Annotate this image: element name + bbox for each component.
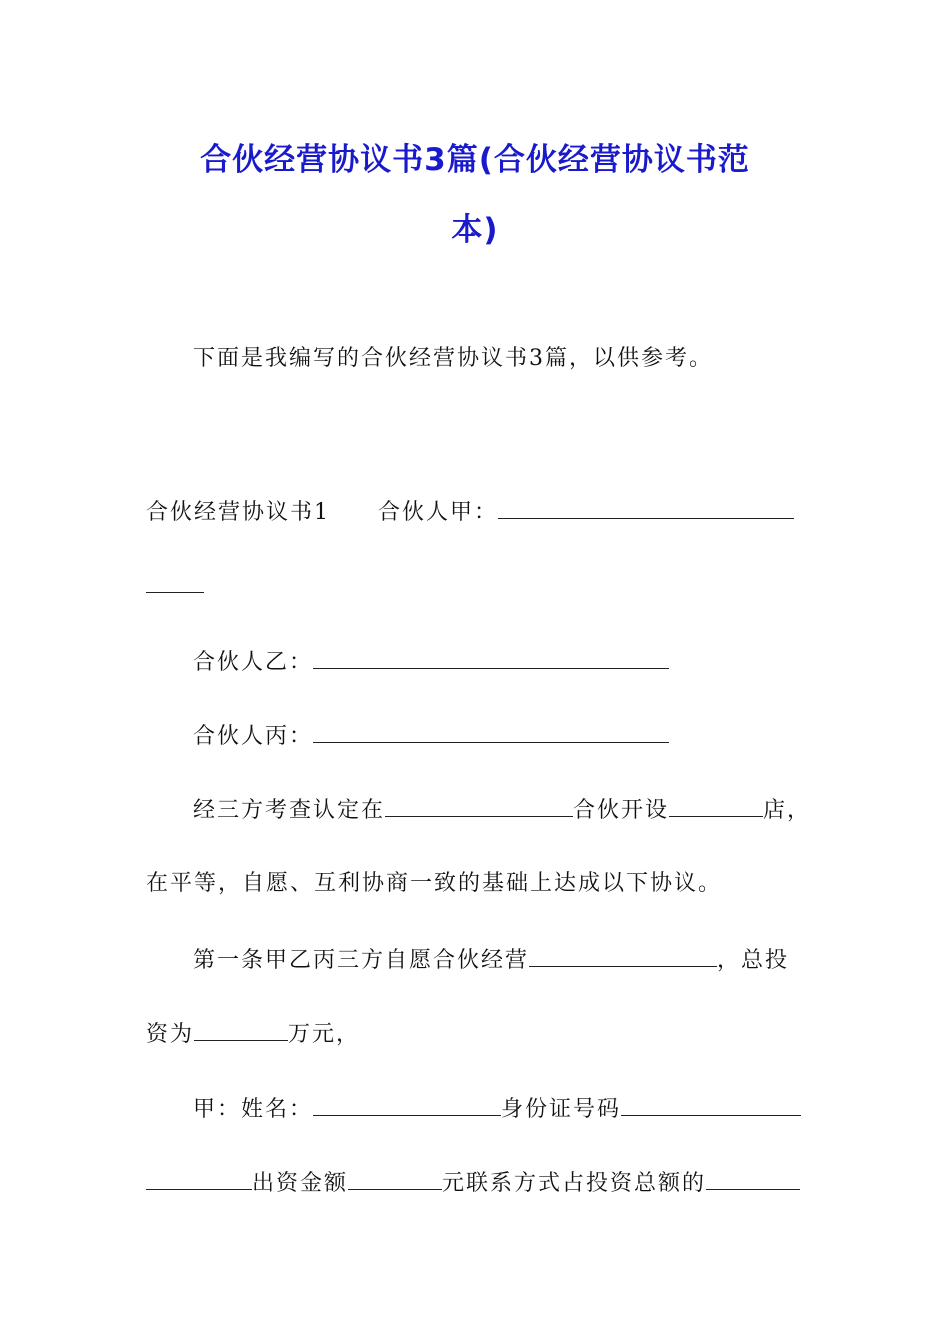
capital-blank bbox=[348, 1167, 442, 1190]
shop-blank bbox=[669, 794, 763, 817]
document-title-line-1: 合伙经营协议书3篇(合伙经营协议书范 bbox=[200, 142, 750, 178]
partner-a-name-row bbox=[193, 1093, 801, 1125]
partner-b-row bbox=[193, 646, 669, 678]
name-blank bbox=[313, 1093, 501, 1116]
investment-text-a: 资为 bbox=[146, 1022, 195, 1047]
partner-a-row bbox=[146, 496, 794, 528]
location-text-b: 合伙开设 bbox=[573, 798, 670, 823]
capital-label: 出资金额 bbox=[252, 1171, 349, 1196]
partner-b-blank bbox=[313, 646, 669, 669]
article-1-text-b: ，总投 bbox=[717, 948, 790, 973]
partner-a-label: 合伙人甲： bbox=[378, 500, 499, 525]
investment-row bbox=[146, 1018, 360, 1050]
intro-paragraph: 下面是我编写的合伙经营协议书3篇，以供参考。 bbox=[193, 346, 713, 371]
partner-b-label: 合伙人乙： bbox=[193, 650, 314, 675]
partner-a-blank-continued bbox=[146, 570, 204, 593]
investment-blank bbox=[194, 1018, 288, 1041]
location-text-a: 经三方考查认定在 bbox=[193, 798, 386, 823]
partner-c-row bbox=[193, 720, 669, 752]
business-blank bbox=[529, 944, 717, 967]
article-1-text-a: 第一条甲乙丙三方自愿合伙经营 bbox=[193, 948, 530, 973]
partner-a-blank bbox=[498, 496, 794, 519]
capital-row bbox=[146, 1167, 800, 1199]
partner-c-blank bbox=[313, 720, 669, 743]
agreement-basis-line: 在平等，自愿、互利协商一致的基础上达成以下协议。 bbox=[146, 871, 723, 896]
investment-text-b: 万元， bbox=[288, 1022, 361, 1047]
id-number-blank bbox=[621, 1093, 801, 1116]
location-text-c: 店， bbox=[763, 798, 812, 823]
id-number-label: 身份证号码 bbox=[501, 1097, 622, 1122]
agreement-heading: 合伙经营协议书1 bbox=[146, 500, 330, 525]
share-blank bbox=[706, 1167, 800, 1190]
partner-a-blank-continued-row bbox=[146, 570, 204, 602]
contact-share-label: 元联系方式占投资总额的 bbox=[442, 1171, 707, 1196]
id-number-blank-continued bbox=[146, 1167, 252, 1190]
document-title-line-2: 本) bbox=[451, 212, 499, 248]
name-label: 甲：姓名： bbox=[193, 1097, 314, 1122]
location-row bbox=[193, 794, 811, 826]
article-1-row bbox=[193, 944, 789, 976]
location-blank bbox=[385, 794, 573, 817]
partner-c-label: 合伙人丙： bbox=[193, 724, 314, 749]
